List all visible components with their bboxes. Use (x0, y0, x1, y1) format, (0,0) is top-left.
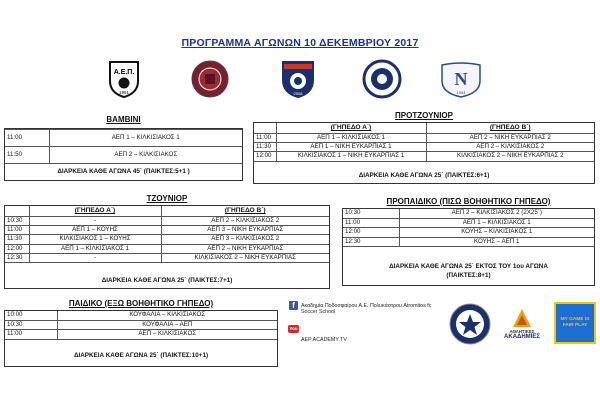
match-time: 11:00 (5, 330, 57, 339)
table-header-row (254, 123, 594, 133)
match-time: 10:30 (343, 209, 399, 218)
match-pairing-a: ΚΙΛΚΙΣΙΑΚΟΣ 1 – ΚΟΥΗΣ (29, 235, 161, 244)
match-time: 11:30 (254, 142, 276, 151)
table-row (5, 225, 329, 234)
table-row (343, 209, 594, 218)
match-pairing: ΚΟΥΗΣ – ΑΕΠ 1 (399, 237, 594, 246)
bambini-duration: ΔΙΑΡΚΕΙΑ ΚΑΘΕ ΑΓΩΝΑ 45΄ (ΠΑΙΚΤΕΣ:5+1 ) (57, 168, 190, 175)
column-header: (ΓΗΠΕΔΟ Β΄) (426, 123, 594, 133)
table-row (5, 244, 329, 253)
table-row (5, 330, 277, 339)
table-row (5, 130, 242, 147)
match-pairing-a: ΑΕΠ 1 – ΝΙΚΗ ΕΥΚΑΡΠΙΑΣ 1 (276, 142, 426, 151)
match-pairing: ΚΟΥΦΑΛΙΑ – ΚΙΛΚΙΣΙΑΚΟΣ (57, 311, 277, 320)
table-row (254, 133, 594, 142)
protoyniors-duration: ΔΙΑΡΚΕΙΑ ΚΑΘΕ ΑΓΩΝΑ 25΄ (ΠΑΙΚΤΕΣ:6+1) (358, 172, 490, 179)
youtube-link[interactable] (288, 325, 299, 333)
facebook-link[interactable] (289, 301, 298, 310)
match-pairing: ΚΟΥΦΑΛΙΑ – ΑΕΠ (57, 320, 277, 329)
table-header-row (5, 206, 329, 216)
table-row (254, 142, 594, 151)
table-row (5, 147, 242, 164)
match-pairing-b: ΑΕΠ 2 – ΚΙΛΚΙΣΙΑΚΟΣ 2 (161, 216, 329, 225)
propaidiko-table (343, 209, 594, 247)
match-pairing-b: ΑΕΠ 2 – ΚΙΛΚΙΣΙΑΚΟΣ 2 (426, 142, 594, 151)
table-row (254, 152, 594, 161)
match-time: 12:00 (254, 152, 276, 161)
match-pairing-b: ΚΙΛΚΙΣΙΑΚΟΣ 2 – ΝΙΚΗ ΕΥΚΑΡΠΙΑΣ (161, 254, 329, 263)
match-time: 10:30 (5, 320, 57, 329)
nike-logo-year: 1954 (456, 90, 466, 95)
match-time: 11:00 (5, 225, 29, 234)
match-time: 10:00 (5, 311, 57, 320)
match-pairing-a: ΚΙΛΚΙΣΙΑΚΟΣ 1 – ΝΙΚΗ ΕΥΚΑΡΠΙΑΣ 1 (276, 152, 426, 161)
fair-play-text: MY GAME IS FAIR PLAY (560, 317, 590, 328)
paidiko-table (5, 311, 277, 340)
match-pairing: ΑΕΠ 1 – ΚΙΛΚΙΣΙΑΚΟΣ 1 (49, 130, 242, 147)
page-title: ΠΡΟΓΡΑΜΜΑ ΑΓΩΝΩΝ 10 ΔΕΚΕΜΒΡΙΟΥ 2017 (181, 37, 419, 49)
match-pairing-b: ΑΕΠ 3 – ΝΙΚΗ ΕΥΚΑΡΠΙΑΣ (161, 225, 329, 234)
match-pairing-b: ΑΕΠ 2 – ΝΙΚΗ ΕΥΚΑΡΠΙΑΣ (161, 244, 329, 253)
match-pairing: ΑΕΠ – ΚΙΛΚΙΣΙΑΚΟΣ (57, 330, 277, 339)
fair-play-logo (553, 300, 597, 346)
match-time: 11:00 (254, 133, 276, 142)
match-pairing-a: ΑΕΠ 1 – ΚΙΛΚΙΣΙΑΚΟΣ 1 (276, 133, 426, 142)
facebook-icon: f (289, 301, 298, 310)
bambini-table (5, 129, 242, 164)
table-row (5, 235, 329, 244)
tzounior-table (5, 206, 329, 263)
athletic-academies-caption: ΑΘΛΗΤΙΚΕΣ (509, 328, 535, 334)
match-pairing-a: - (29, 254, 161, 263)
match-time: 10:30 (5, 216, 29, 225)
table-row (343, 218, 594, 227)
table-row (343, 237, 594, 246)
match-time: 11:00 (343, 218, 399, 227)
match-pairing: ΑΕΠ 2 – ΚΙΛΚΙΣΙΑΚΟΣ (49, 147, 242, 164)
kouris-academy-logo (278, 58, 318, 100)
paidiko-title: ΠΑΙΔΙΚΟ (ΕΞΩ ΒΟΗΘΗΤΙΚΟ ΓΗΠΕΔΟ) (68, 299, 214, 308)
facebook-page-name[interactable]: Ακαδημία Ποδοσφαίρου Α.Ε. Πολυκάστρου Atromitos fc Soccer School (301, 303, 432, 315)
column-header: (ΓΗΠΕΔΟ Α΄) (276, 123, 426, 133)
table-row (5, 216, 329, 225)
kilkisiakos-logo (190, 58, 230, 100)
kouris-logo-year: 2008 (293, 91, 303, 96)
youtube-icon: You (289, 326, 298, 331)
propaidiko-duration-line1: ΔΙΑΡΚΕΙΑ ΚΑΘΕ ΑΓΩΝΑ 25΄ ΕΚΤΟΣ ΤΟΥ 1ου ΑΓΩΝΑ (389, 263, 548, 270)
match-pairing: ΚΟΥΗΣ – ΚΙΛΚΙΣΙΑΚΟΣ 1 (399, 228, 594, 237)
column-header: (ΓΗΠΕΔΟ Β΄) (161, 206, 329, 216)
match-time: 12:00 (5, 244, 29, 253)
svg-text:N: N (454, 69, 468, 89)
club-badge-logo (448, 302, 492, 346)
match-time: 12:00 (343, 228, 399, 237)
table-row (343, 228, 594, 237)
nike-eukarpias-logo (438, 58, 484, 100)
aep-logo-text: Α.Ε.Π. (113, 69, 135, 76)
aep-logo-year: 1951 (118, 90, 130, 95)
bambini-title: ΒΑΜΒΙΝΙ (106, 115, 141, 124)
match-time: 12:30 (5, 254, 29, 263)
tzounior-title: ΤΖΟΥΝΙΟΡ (146, 194, 188, 203)
table-row (5, 311, 277, 320)
propaidiko-title: ΠΡΟΠΑΙΔΙΚΟ (ΠΙΣΩ ΒΟΗΘΗΤΙΚΟ ΓΗΠΕΔΟ) (386, 197, 551, 206)
match-pairing: ΑΕΠ 1 – ΚΙΛΚΙΣΙΑΚΟΣ 1 (399, 218, 594, 227)
protoyniors-title: ΠΡΟΤΖΟΥΝΙΟΡ (394, 111, 453, 120)
match-pairing-b: ΑΕΠ 2 – ΝΙΚΗ ΕΥΚΑΡΠΙΑΣ 2 (426, 133, 594, 142)
match-pairing-b: ΑΕΠ 3 – ΚΙΛΚΙΣΙΑΚΟΣ 2 (161, 235, 329, 244)
athletic-academies-logo (496, 300, 548, 346)
match-pairing-a: ΑΕΠ 1 – ΚΟΥΗΣ (29, 225, 161, 234)
table-row (5, 254, 329, 263)
column-header: (ΓΗΠΕΔΟ Α΄) (29, 206, 161, 216)
table-row (5, 320, 277, 329)
match-time: 11:00 (5, 130, 49, 147)
athletic-academies-title: ΑΚΑΔΗΜΙΕΣ (504, 333, 540, 340)
propaidiko-duration-line2: (ΠΑΙΚΤΕΣ:8+1) (446, 272, 491, 279)
protoyniors-table (254, 123, 594, 162)
paidiko-duration: ΔΙΑΡΚΕΙΑ ΚΑΘΕ ΑΓΩΝΑ 25΄ (ΠΑΙΚΤΕΣ:10+1) (73, 352, 209, 359)
tzounior-duration: ΔΙΑΡΚΕΙΑ ΚΑΘΕ ΑΓΩΝΑ 25΄ (ΠΑΙΚΤΕΣ:7+1) (101, 277, 233, 284)
koufalia-logo (362, 58, 402, 100)
youtube-channel-name[interactable]: AEP ACADEMY TV (301, 337, 347, 343)
match-time: 11:30 (5, 235, 29, 244)
match-time: 11:50 (5, 147, 49, 164)
match-time: 12:30 (343, 237, 399, 246)
match-pairing-a: ΑΕΠ 1 – ΚΙΛΚΙΣΙΑΚΟΣ 1 (29, 244, 161, 253)
match-pairing: ΑΕΠ 2 – ΚΙΛΚΙΣΙΑΚΟΣ 2 (2Χ25΄) (399, 209, 594, 218)
match-pairing-a: - (29, 216, 161, 225)
aep-logo (107, 58, 141, 100)
match-pairing-b: ΚΙΛΚΙΣΙΑΚΟΣ 2 – ΝΙΚΗ ΕΥΚΑΡΠΙΑΣ 2 (426, 152, 594, 161)
